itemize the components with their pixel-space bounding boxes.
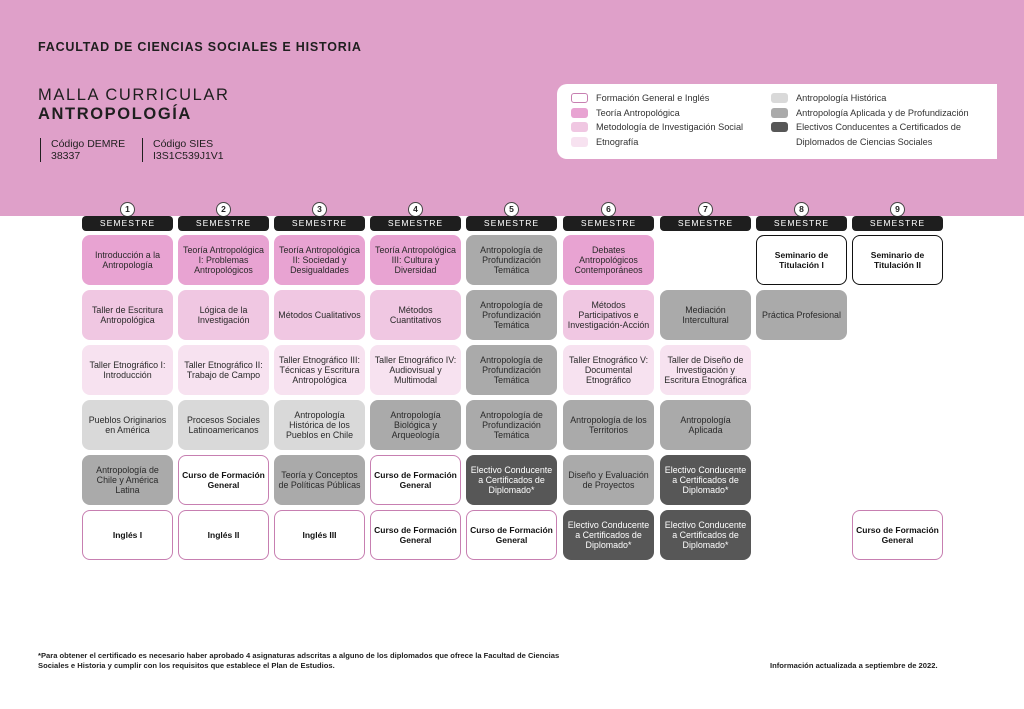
legend-swatch (771, 93, 788, 103)
code-sies (142, 138, 224, 162)
legend-item (771, 120, 971, 149)
course-card: Antropología de los Territorios (563, 400, 654, 450)
semester-label: SEMESTRE (852, 216, 943, 231)
legend-swatch (571, 122, 588, 132)
legend (557, 84, 997, 159)
legend-label: Metodología de Investigación Social (596, 122, 744, 132)
course-card: Diseño y Evaluación de Proyectos (563, 455, 654, 505)
legend-label: Etnografía (596, 136, 639, 147)
legend-swatch (771, 122, 788, 132)
semester-header (563, 202, 654, 230)
legend-column-right (771, 91, 971, 149)
semester-header (178, 202, 269, 230)
semester-number: 2 (216, 202, 231, 217)
legend-swatch (571, 93, 588, 103)
career-name: ANTROPOLOGÍA (38, 105, 192, 123)
legend-swatch (571, 108, 588, 118)
legend-label: Antropología Aplicada y de Profundización (796, 107, 969, 118)
update-note: Información actualizada a septiembre de 2022. (770, 661, 938, 670)
code-sies-value: I3S1C539J1V1 (153, 150, 224, 162)
legend-item (571, 135, 743, 150)
semester-number: 7 (698, 202, 713, 217)
course-card: Curso de Formación General (370, 510, 461, 560)
legend-label: Electivos Conducentes a Certificados de Diplomados de Ciencias Sociales (796, 122, 961, 147)
semester-label: SEMESTRE (563, 216, 654, 231)
semester-number: 1 (120, 202, 135, 217)
course-card: Teoría Antropológica III: Cultura y Diversidad (370, 235, 461, 285)
course-card: Antropología de Profundización Temática (466, 235, 557, 285)
semester-number: 4 (408, 202, 423, 217)
course-card: Teoría Antropológica I: Problemas Antropológicos (178, 235, 269, 285)
code-demre-value: 38337 (51, 150, 81, 162)
semester-number: 9 (890, 202, 905, 217)
legend-label: Formación General e Inglés (596, 93, 710, 103)
course-card: Seminario de Titulación II (852, 235, 943, 285)
course-card: Mediación Intercultural (660, 290, 751, 340)
course-card: Introducción a la Antropología (82, 235, 173, 285)
course-card: Taller Etnográfico II: Trabajo de Campo (178, 345, 269, 395)
semester-label: SEMESTRE (756, 216, 847, 231)
semester-header (660, 202, 751, 230)
course-card: Teoría Antropológica II: Sociedad y Desigualdades (274, 235, 365, 285)
course-card: Antropología Biológica y Arqueología (370, 400, 461, 450)
legend-item (571, 106, 743, 121)
semester-header (756, 202, 847, 230)
semester-number: 8 (794, 202, 809, 217)
semester-label: SEMESTRE (660, 216, 751, 231)
course-card: Curso de Formación General (370, 455, 461, 505)
course-card: Taller Etnográfico V: Documental Etnográfico (563, 345, 654, 395)
course-card: Seminario de Titulación I (756, 235, 847, 285)
semester-label: SEMESTRE (82, 216, 173, 231)
course-card: Taller de Escritura Antropológica (82, 290, 173, 340)
semester-number: 6 (601, 202, 616, 217)
semester-number: 5 (504, 202, 519, 217)
course-card: Antropología de Profundización Temática (466, 400, 557, 450)
course-card: Práctica Profesional (756, 290, 847, 340)
legend-label: Teoría Antropológica (596, 107, 680, 118)
course-card: Curso de Formación General (466, 510, 557, 560)
course-card: Taller Etnográfico I: Introducción (82, 345, 173, 395)
course-card: Métodos Cualitativos (274, 290, 365, 340)
semester-header (82, 202, 173, 230)
course-card: Procesos Sociales Latinoamericanos (178, 400, 269, 450)
faculty-name: FACULTAD DE CIENCIAS SOCIALES E HISTORIA (38, 40, 362, 54)
course-card: Antropología de Chile y América Latina (82, 455, 173, 505)
semester-header (370, 202, 461, 230)
course-card: Electivo Conducente a Certificados de Diplomado* (466, 455, 557, 505)
code-demre-label: Código DEMRE (51, 138, 126, 150)
course-card: Antropología de Profundización Temática (466, 345, 557, 395)
course-card: Antropología de Profundización Temática (466, 290, 557, 340)
course-card: Debates Antropológicos Contemporáneos (563, 235, 654, 285)
semester-label: SEMESTRE (178, 216, 269, 231)
legend-column-left (571, 91, 743, 149)
semester-header (274, 202, 365, 230)
legend-label: Antropología Histórica (796, 93, 887, 103)
course-card: Métodos Participativos e Investigación-Acción (563, 290, 654, 340)
course-card: Electivo Conducente a Certificados de Diplomado* (563, 510, 654, 560)
code-sies-label: Código SIES (153, 138, 214, 150)
legend-swatch (571, 137, 588, 147)
code-demre (40, 138, 125, 162)
course-card: Electivo Conducente a Certificados de Diplomado* (660, 510, 751, 560)
page-title: MALLA CURRICULAR (38, 86, 230, 104)
footnote: *Para obtener el certificado es necesario haber aprobado 4 asignaturas adscritas a alguno de los diplomados que ofrece la Facultad de Ciencias Sociales e Historia y cumplir con los requisitos que establece el Plan de Estudios. (38, 651, 560, 670)
course-card: Taller de Diseño de Investigación y Escritura Etnográfica (660, 345, 751, 395)
course-card: Electivo Conducente a Certificados de Diplomado* (660, 455, 751, 505)
course-card: Pueblos Originarios en América (82, 400, 173, 450)
legend-item (571, 91, 743, 106)
course-card: Inglés I (82, 510, 173, 560)
semester-label: SEMESTRE (274, 216, 365, 231)
legend-item (771, 106, 971, 121)
course-card: Curso de Formación General (178, 455, 269, 505)
semester-header (466, 202, 557, 230)
course-card: Teoría y Conceptos de Políticas Públicas (274, 455, 365, 505)
legend-item (571, 120, 743, 135)
semester-label: SEMESTRE (370, 216, 461, 231)
course-card: Inglés III (274, 510, 365, 560)
course-card: Curso de Formación General (852, 510, 943, 560)
course-card: Métodos Cuantitativos (370, 290, 461, 340)
course-card: Antropología Aplicada (660, 400, 751, 450)
legend-item (771, 91, 971, 106)
course-card: Taller Etnográfico IV: Audiovisual y Multimodal (370, 345, 461, 395)
legend-swatch (771, 108, 788, 118)
course-card: Inglés II (178, 510, 269, 560)
course-card: Taller Etnográfico III: Técnicas y Escritura Antropológica (274, 345, 365, 395)
course-card: Antropología Histórica de los Pueblos en Chile (274, 400, 365, 450)
semester-number: 3 (312, 202, 327, 217)
semester-header (852, 202, 943, 230)
course-card: Lógica de la Investigación (178, 290, 269, 340)
semester-label: SEMESTRE (466, 216, 557, 231)
